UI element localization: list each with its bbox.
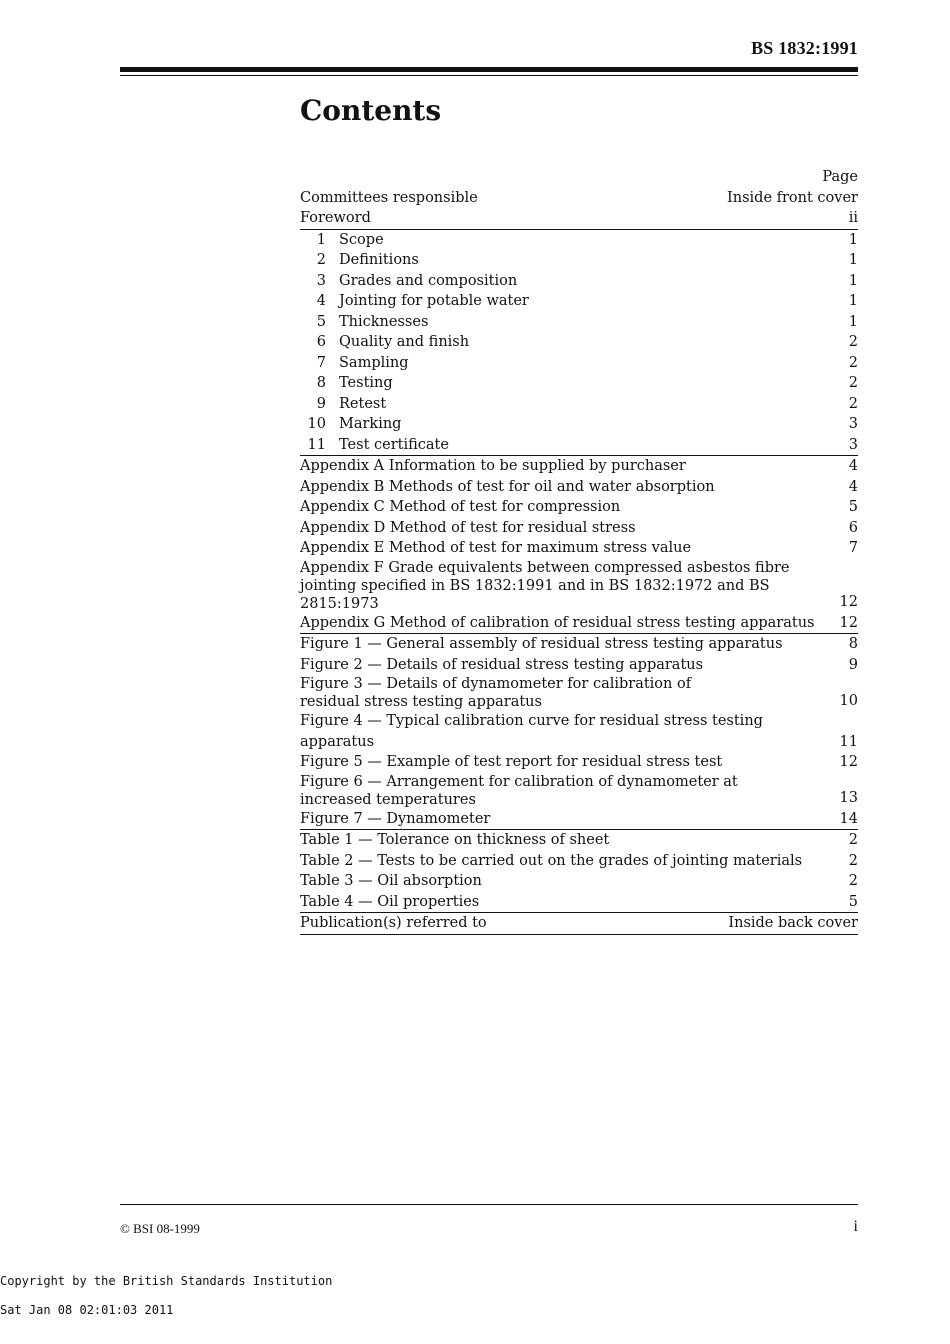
- toc-entry-page: Inside front cover: [727, 189, 858, 206]
- toc-entry[interactable]: [300, 711, 858, 752]
- toc-entry-number: 4: [316, 293, 326, 309]
- table-of-contents: [300, 167, 858, 935]
- footer-page-number: i: [853, 1218, 858, 1235]
- toc-entry[interactable]: [300, 634, 858, 655]
- toc-entry-label: Figure 3 — Details of dynamometer for calibration of residual stress testing apparatus: [300, 676, 692, 710]
- toc-entry[interactable]: [300, 188, 858, 209]
- toc-entry-page: 8: [848, 636, 858, 652]
- toc-entry-label: Appendix B Methods of test for oil and water absorption: [300, 478, 715, 495]
- toc-entry-label: Table 4 — Oil properties: [300, 893, 480, 910]
- toc-entry-page: 1: [848, 231, 858, 248]
- toc-entry-page: 2: [848, 832, 858, 848]
- toc-entry-label: Figure 2 — Details of residual stress testing apparatus: [300, 656, 704, 673]
- toc-back-group: [300, 912, 858, 935]
- toc-entry-label: Figure 5 — Example of test report for residual stress test: [300, 754, 723, 770]
- toc-entry-number: 3: [316, 272, 326, 289]
- toc-entry-page: 3: [848, 436, 858, 453]
- toc-entry-number: 10: [307, 416, 326, 432]
- toc-entry-number: 6: [316, 334, 326, 350]
- page-column-heading: Page: [822, 169, 858, 185]
- header-rule-thin: [120, 75, 858, 76]
- toc-entry[interactable]: [300, 353, 858, 374]
- toc-entry[interactable]: [300, 773, 858, 809]
- page-title: Contents: [300, 94, 442, 127]
- toc-entry-label: Thicknesses: [339, 313, 429, 330]
- toc-entry[interactable]: [300, 373, 858, 394]
- copyright-stamp: Copyright by the British Standards Institution: [0, 1274, 333, 1288]
- toc-entry-label: Appendix D Method of test for residual stress: [300, 519, 636, 536]
- toc-entry-page: 2: [848, 334, 858, 350]
- toc-entry-page: 13: [839, 790, 858, 806]
- toc-entry[interactable]: [300, 559, 858, 613]
- toc-entry[interactable]: [300, 477, 858, 498]
- toc-entry-number: 9: [316, 395, 326, 412]
- toc-entry-page: 3: [848, 416, 858, 432]
- toc-entry-label: Figure 6 — Arrangement for calibration of dynamometer at increased temperatures: [300, 773, 738, 808]
- toc-entry[interactable]: [300, 613, 858, 634]
- toc-appendices-group: [300, 455, 858, 633]
- toc-entry-page: 2: [848, 852, 858, 869]
- toc-entry-label: Jointing for potable water: [339, 293, 529, 309]
- toc-entry[interactable]: [300, 752, 858, 773]
- toc-entry-label: Committees responsible: [300, 189, 478, 206]
- toc-entry-page: 6: [848, 519, 858, 536]
- toc-entry-label: Table 2 — Tests to be carried out on the grades of jointing materials: [300, 852, 803, 869]
- toc-entry-label: Appendix G Method of calibration of residual stress testing apparatus: [300, 614, 815, 631]
- toc-entry-label: Marking: [339, 416, 402, 432]
- toc-entry[interactable]: [300, 518, 858, 539]
- toc-entry-page: 1: [848, 313, 858, 330]
- toc-tables-group: [300, 829, 858, 912]
- header-rule-thick: [120, 67, 858, 72]
- toc-entry[interactable]: [300, 892, 858, 913]
- toc-entry-page: 1: [848, 252, 858, 268]
- toc-entry-page: 12: [839, 614, 858, 631]
- toc-entry-page: 2: [848, 354, 858, 371]
- toc-figures-group: [300, 633, 858, 829]
- toc-entry-number: 2: [316, 252, 326, 268]
- toc-entry-number: 1: [316, 231, 326, 248]
- toc-entry-label: Publication(s) referred to: [300, 915, 487, 931]
- toc-entry-number: 5: [316, 313, 326, 330]
- toc-entry-page: ii: [848, 210, 858, 226]
- toc-entry-label: Table 1 — Tolerance on thickness of sheet: [300, 832, 610, 848]
- toc-entry[interactable]: [300, 456, 858, 477]
- toc-entry-page: 2: [848, 375, 858, 391]
- toc-entry[interactable]: [300, 414, 858, 435]
- toc-entry-page: 1: [848, 293, 858, 309]
- toc-entry-label: Foreword: [300, 210, 371, 226]
- toc-entry-page: 4: [848, 458, 858, 474]
- toc-entry-label: Appendix C Method of test for compression: [300, 499, 621, 515]
- toc-entry[interactable]: [300, 871, 858, 892]
- toc-entry[interactable]: [300, 809, 858, 830]
- document-id: BS 1832:1991: [751, 38, 858, 58]
- toc-entry-number: 11: [307, 436, 326, 453]
- toc-entry[interactable]: [300, 655, 858, 676]
- toc-entry-label: Table 3 — Oil absorption: [300, 873, 482, 889]
- toc-entry[interactable]: [300, 332, 858, 353]
- footer-rule: [120, 1204, 858, 1205]
- toc-entry-label: Appendix F Grade equivalents between compressed asbestos fibre jointing specified in BS 1832:1991 and in BS 1832:1972 and BS 2815:1973: [300, 559, 790, 612]
- toc-entry-page: 10: [839, 692, 858, 709]
- toc-front-group: [300, 188, 858, 229]
- toc-entry-label: Appendix E Method of test for maximum stress value: [300, 540, 692, 556]
- toc-entry-page: Inside back cover: [728, 915, 858, 931]
- toc-entry-label: Figure 7 — Dynamometer: [300, 810, 491, 827]
- toc-entry[interactable]: [300, 208, 858, 229]
- toc-entry-page: 5: [848, 893, 858, 910]
- toc-entry-label: Appendix A Information to be supplied by purchaser: [300, 458, 686, 474]
- toc-entry-page: 1: [848, 272, 858, 289]
- toc-entry-label: Scope: [339, 231, 384, 248]
- toc-entry-label: Quality and finish: [339, 334, 470, 350]
- footer-copyright: © BSI 08-1999: [120, 1221, 200, 1236]
- timestamp-stamp: Sat Jan 08 02:01:03 2011: [0, 1303, 174, 1317]
- toc-entry-page: 12: [839, 754, 858, 770]
- toc-entry[interactable]: [300, 230, 858, 251]
- toc-entry-label: Testing: [339, 375, 393, 391]
- toc-entry[interactable]: [300, 675, 858, 711]
- toc-entry-label: Retest: [339, 395, 387, 412]
- toc-entry[interactable]: [300, 435, 858, 456]
- toc-entry-label: Definitions: [339, 252, 419, 268]
- toc-entry-page: 2: [848, 395, 858, 412]
- toc-entry-page: 9: [848, 656, 858, 673]
- toc-entry-number: 7: [316, 354, 326, 371]
- toc-entry[interactable]: [300, 291, 858, 312]
- toc-clauses-group: [300, 229, 858, 456]
- toc-entry[interactable]: [300, 250, 858, 271]
- toc-entry-label: Figure 4 — Typical calibration curve for residual stress testing apparatus: [300, 713, 763, 750]
- toc-entry[interactable]: [300, 538, 858, 559]
- toc-entry[interactable]: [300, 497, 858, 518]
- toc-entry[interactable]: [300, 271, 858, 292]
- toc-entry-label: Test certificate: [339, 436, 449, 453]
- toc-entry-number: 8: [316, 375, 326, 391]
- toc-entry[interactable]: [300, 913, 858, 934]
- toc-entry-page: 2: [848, 873, 858, 889]
- toc-entry-page: 14: [839, 810, 858, 827]
- toc-entry-page: 5: [848, 499, 858, 515]
- toc-entry[interactable]: [300, 851, 858, 872]
- toc-entry-page: 12: [839, 594, 858, 610]
- toc-entry-label: Sampling: [339, 354, 409, 371]
- toc-entry-page: 7: [848, 540, 858, 556]
- toc-entry-page: 11: [839, 733, 858, 750]
- toc-entry[interactable]: [300, 394, 858, 415]
- toc-entry[interactable]: [300, 312, 858, 333]
- toc-entry-page: 4: [848, 478, 858, 495]
- toc-entry-label: Grades and composition: [339, 272, 518, 289]
- toc-entry[interactable]: [300, 830, 858, 851]
- toc-entry-label: Figure 1 — General assembly of residual stress testing apparatus: [300, 636, 783, 652]
